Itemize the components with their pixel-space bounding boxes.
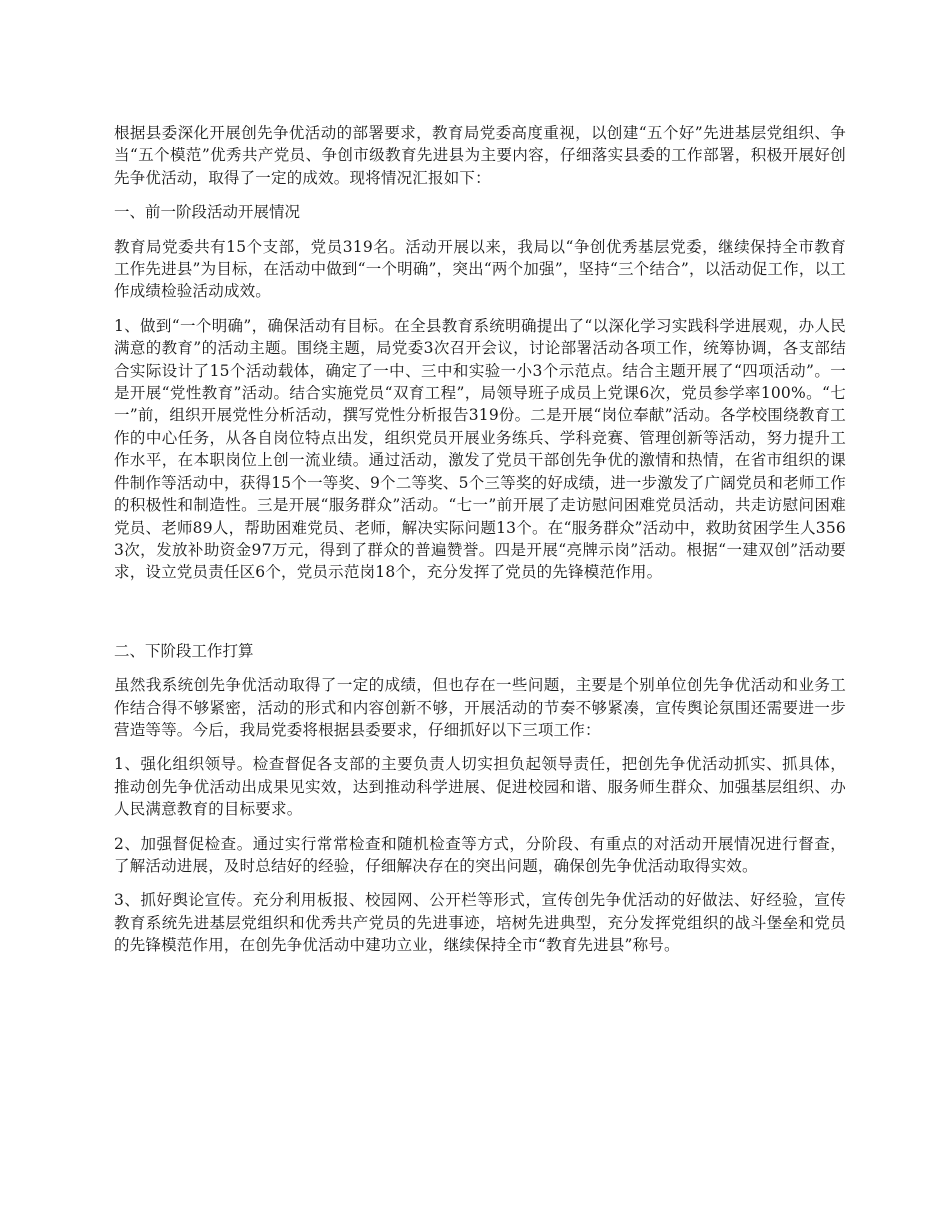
section-2-paragraph-3: 2、加强督促检查。通过实行常常检查和随机检查等方式，分阶段、有重点的对活动开展情况进行督查，了解活动进展，及时总结好的经验，仔细解决存在的突出问题，确保创先争优活动取得实效。 xyxy=(114,834,846,875)
section-2-heading: 二、下阶段工作打算 xyxy=(114,641,254,660)
intro-paragraph: 根据县委深化开展创先争优活动的部署要求，教育局党委高度重视，以创建“五个好”先进基层党组织、争当“五个模范”优秀共产党员、争创市级教育先进县为主要内容，仔细落实县委的工作部署，积极开展好创先争优活动，取得了一定的成效。现将情况汇报如下： xyxy=(114,124,846,187)
section-2-paragraph-2: 1、强化组织领导。检查督促各支部的主要负责人切实担负起领导责任，把创先争优活动抓实、抓具体，推动创先争优活动出成果见实效，达到推动科学进展、促进校园和谐、服务师生群众、加强基层组织、办人民满意教育的目标要求。 xyxy=(114,755,846,819)
section-1-paragraph-1: 教育局党委共有15个支部，党员319名。活动开展以来，我局以“争创优秀基层党委，继续保持全市教育工作先进县”为目标，在活动中做到“一个明确”，突出“两个加强”，坚持“三个结合”，以活动促工作，以工作成绩检验活动成效。 xyxy=(114,237,846,301)
section-2-paragraph-1: 虽然我系统创先争优活动取得了一定的成绩，但也存在一些问题，主要是个别单位创先争优活动和业务工作结合得不够紧密，活动的形式和内容创新不够，开展活动的节奏不够紧凑，宣传舆论氛围还需要进一步营造等等。今后，我局党委将根据县委要求，仔细抓好以下三项工作： xyxy=(114,676,846,739)
document-page xyxy=(114,122,846,969)
section-1-heading: 一、前一阶段活动开展情况 xyxy=(114,203,301,222)
section-spacer xyxy=(114,596,846,640)
section-2-paragraph-4: 3、抓好舆论宣传。充分利用板报、校园网、公开栏等形式，宣传创先争优活动的好做法、好经验，宣传教育系统先进基层党组织和优秀共产党员的先进事迹，培树先进典型，充分发挥党组织的战斗堡垒和党员的先锋模范作用，在创先争优活动中建功立业，继续保持全市“教育先进县”称号。 xyxy=(114,891,846,955)
section-1-paragraph-2: 1、做到“一个明确”，确保活动有目标。在全县教育系统明确提出了“以深化学习实践科学进展观，办人民满意的教育”的活动主题。围绕主题，局党委3次召开会议，讨论部署活动各项工作，统筹协调，各支部结合实际设计了15个活动载体，确定了一中、三中和实验一小3个示范点。结合主题开展了“四项活动”。一是开展“党性教育”活动。结合实施党员“双育工程”，局领导班子成员上党课6次，党员参学率100%。“七一”前，组织开展党性分析活动，撰写党性分析报告319份。二是开展“岗位奉献”活动。各学校围绕教育工作的中心任务，从各自岗位特点出发，组织党员开展业务练兵、学科竞赛、管理创新等活动，努力提升工作水平，在本职岗位上创一流业绩。通过活动，激发了党员干部创先争优的激情和热情，在省市组织的课件制作等活动中，获得15个一等奖、9个二等奖、5个三等奖的好成绩，进一步激发了广阔党员和老师工作的积极性和制造性。三是开展“服务群众”活动。“七一”前开展了走访慰问困难党员活动，共走访慰问困难党员、老师89人，帮助困难党员、老师，解决实际问题13个。在“服务群众”活动中，救助贫困学生人3563次，发放补助资金97万元，得到了群众的普遍赞誉。四是开展“亮牌示岗”活动。根据“一建双创”活动要求，设立党员责任区6个，党员示范岗18个，充分发挥了党员的先锋模范作用。 xyxy=(114,316,846,582)
